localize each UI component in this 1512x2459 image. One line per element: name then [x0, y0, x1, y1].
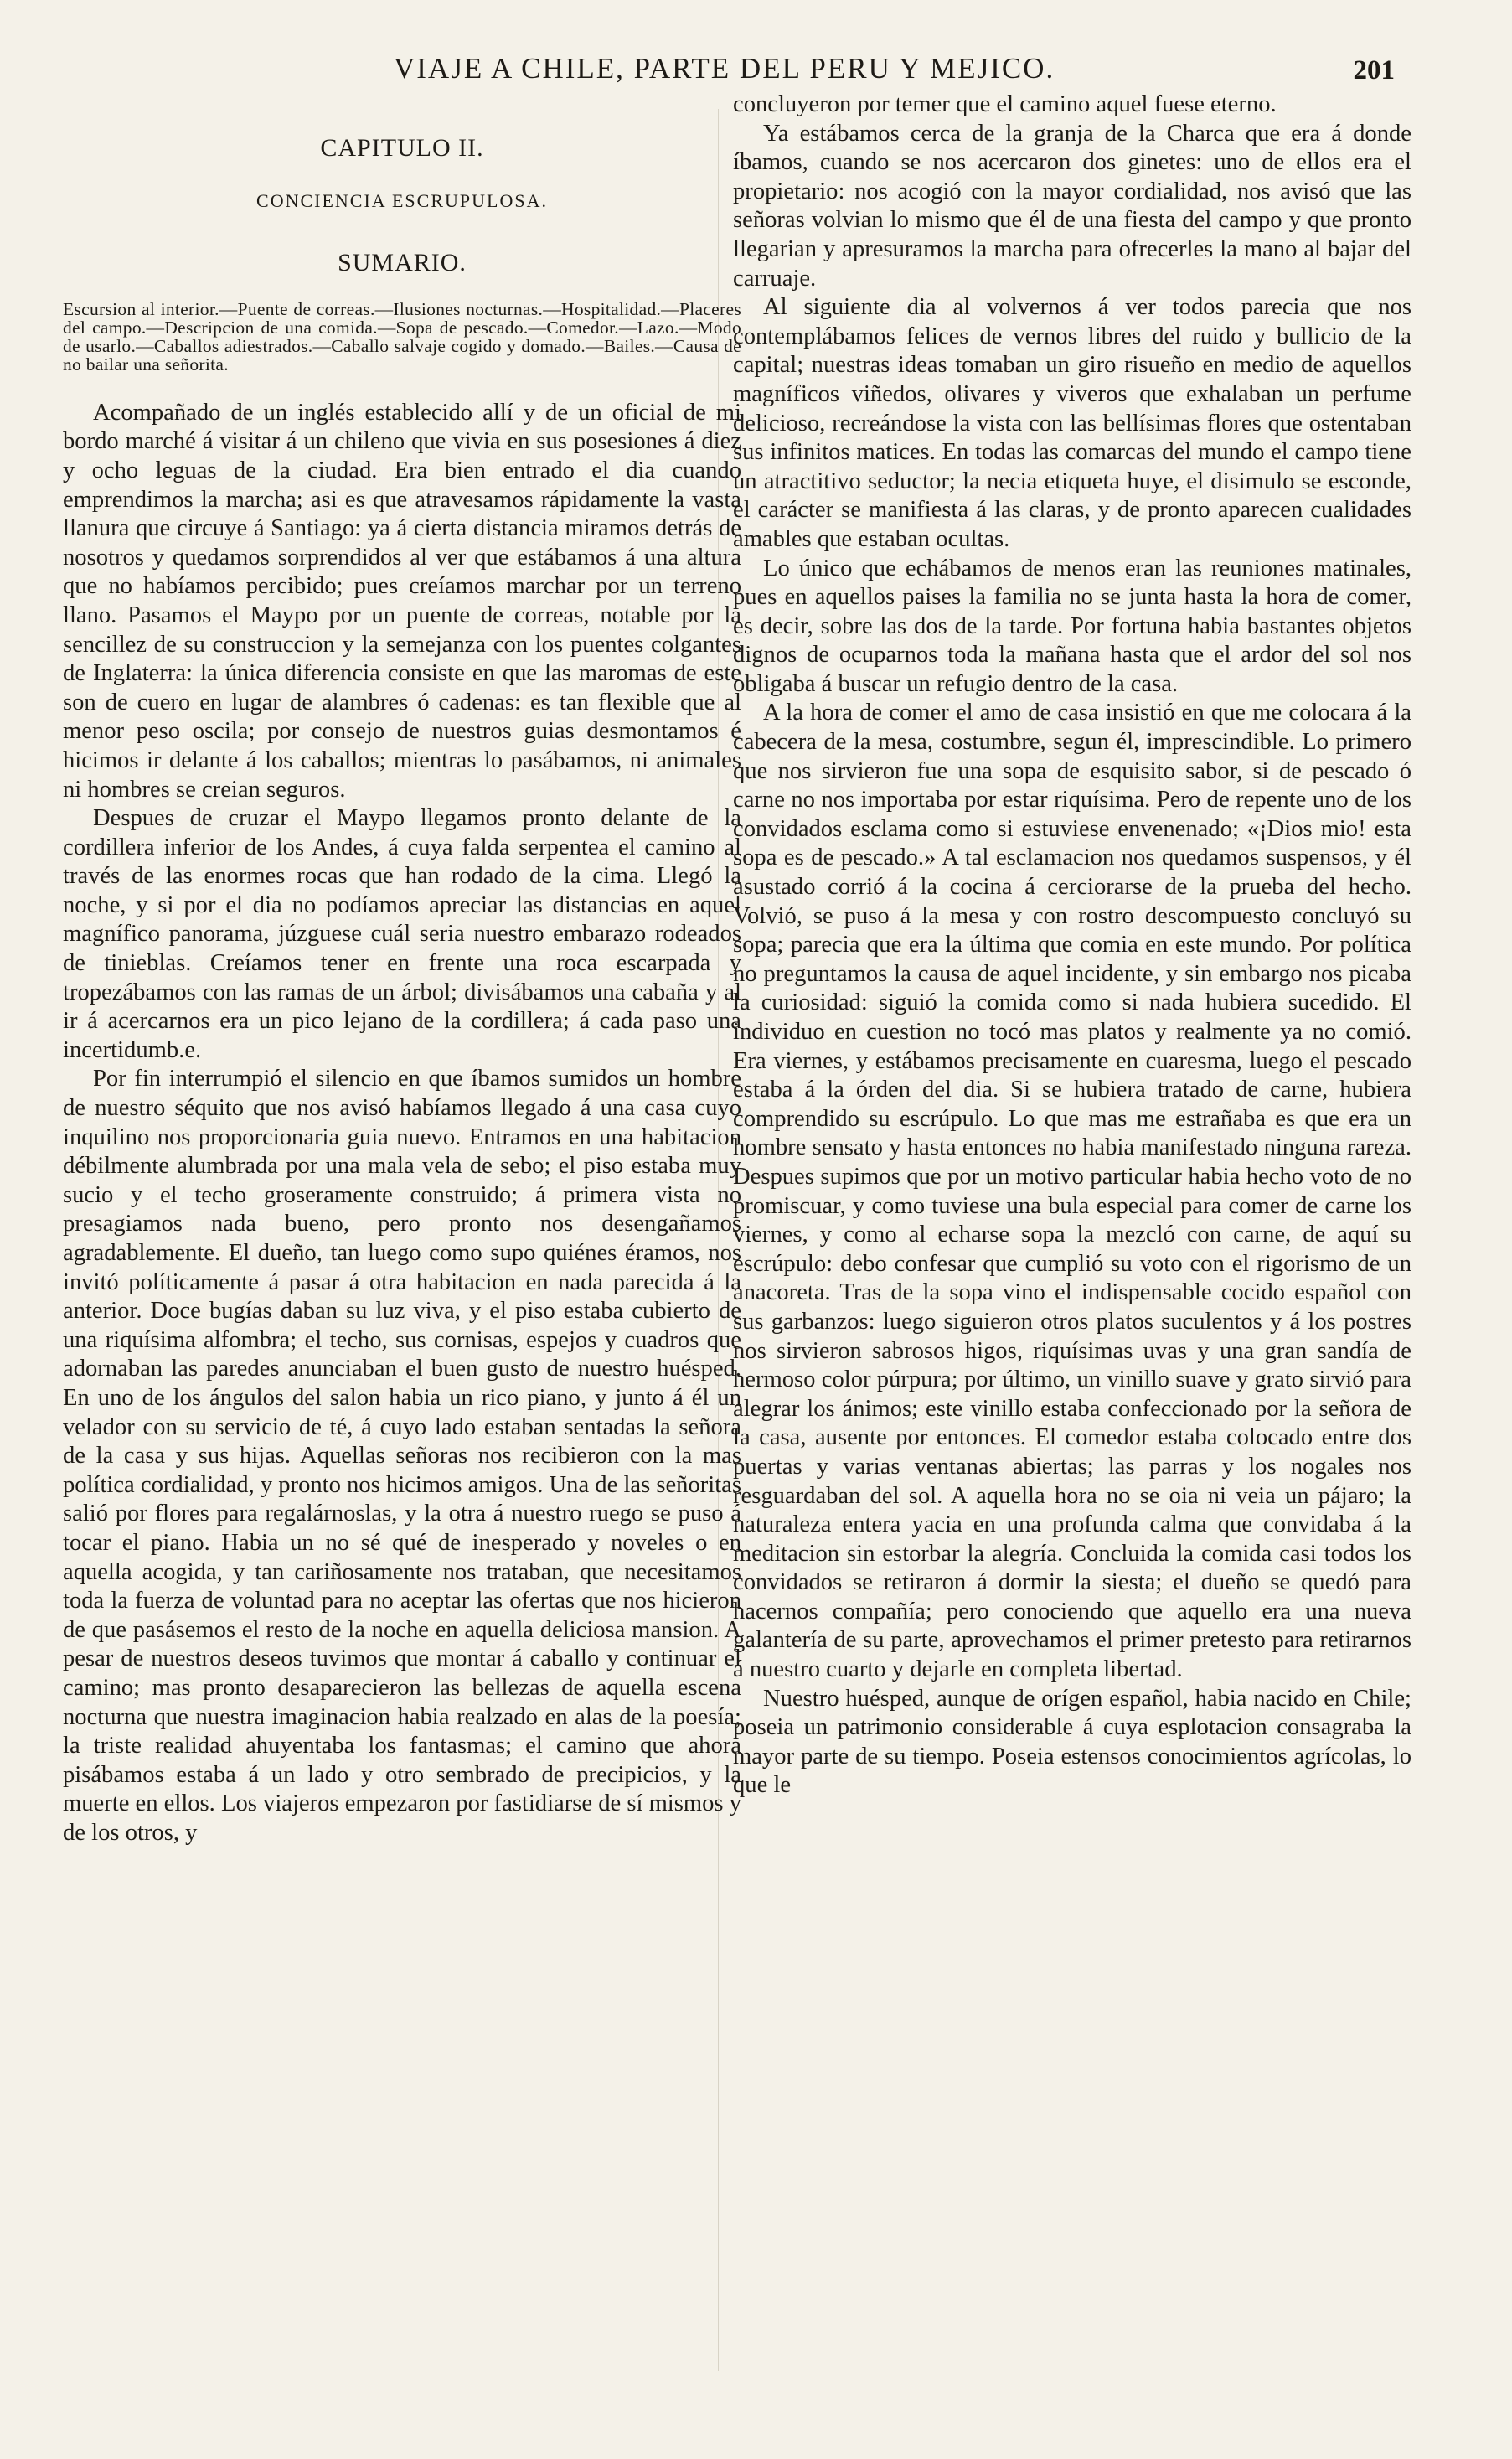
paragraph: Por fin interrumpió el silencio en que íbamos sumidos un hombre de nuestro séquito que nos avisó habíamos llegado á una casa cuyo inquilino nos proporcionaria guia nuevo. Entramos en una habitacion débilmente alumbrada por una mala vela de sebo; el piso estaba muy sucio y el techo groseramente construido; á primera vista no presagiamos nada bueno, pero pronto nos desengañamos agradablemente. El dueño, tan luego como supo quiénes éramos, nos invitó políticamente á pasar á otra habitacion en nada parecida á la anterior. Doce bugías daban su luz viva, y el piso estaba cubierto de una riquísima alfombra; el techo, sus cornisas, espejos y cuadros que adornaban las paredes anunciaban el buen gusto de nuestro huésped. En uno de los ángulos del salon habia un rico piano, y junto á él un velador con su servicio de té, á cuyo lado estaban sentadas la señora de la casa y sus hijas. Aquellas señoras nos recibieron con la mas política cordialidad, y pronto nos hicimos amigos. Una de las señoritas salió por flores para regalárnoslas, y la otra á nuestro ruego se puso á tocar el piano. Habia un no sé qué de inesperado y noveles o en aquella acogida, y tan cariñosamente nos trataban, que necesitamos toda la fuerza de voluntad para no aceptar las ofertas que nos hicieron de que pasásemos el resto de la noche en aquella deliciosa mansion. A pesar de nuestros deseos tuvimos que montar á caballo y continuar el camino; mas pronto desaparecieron las bellezas de aquella escena nocturna que nuestra imaginacion habia realzado en alas de la poesía; la triste realidad ahuyentaba los fantasmas; el camino que ahora pisábamos estaba á un lado y otro sembrado de precipicios, y la muerte en ellos. Los viajeros empezaron por fastidiarse de sí mismos y de los otros, y	[63, 1066, 741, 1846]
paragraph: Despues de cruzar el Maypo llegamos pronto delante de la cordillera inferior de los Andes, á cuya falda serpentea el camino al través de las enormes rocas que han rodado de la cima. Llegó la noche, y si por el dia no podíamos apreciar las distancias en aquel magnífico panorama, júzguese cuál seria nuestro embarazo rodeados de tinieblas. Creíamos tener en frente una roca escarpada y tropezábamos con las ramas de un árbol; divisábamos una cabaña y al ir á acercarnos era un pico lejano de la cordillera; á cada paso una incertidumb.e.	[63, 805, 741, 1063]
left-column	[63, 90, 741, 1847]
right-column	[733, 90, 1411, 1800]
summary-text: Escursion al interior.—Puente de correas.—Ilusiones nocturnas.—Hospitalidad.—Placeres del campo.—Descripcion de una comida.—Sopa de pescado.—Comedor.—Lazo.—Modo de usarlo.—Caballos adiestrados.—Caballo salvaje cogido y domado.—Bailes.—Causa de no bailar una señorita.	[63, 298, 741, 375]
paragraph: Al siguiente dia al volvernos á ver todos parecia que nos contemplábamos felices de vernos libres del ruido y bullicio de la capital; nuestras ideas tomaban un giro risueño en medio de aquellos magníficos viñedos, olivares y viveros que exhalaban un perfume delicioso, recreándose la vista con las bellísimas flores que ostentaban sus infinitos matices. En todas las comarcas del mundo el campo tiene un atractitivo seductor; la necia etiqueta huye, el disimulo se esconde, el carácter se manifiesta á las claras, y de pronto aparecen cualidades amables que estaban ocultas.	[733, 294, 1411, 552]
paragraph: Ya estábamos cerca de la granja de la Charca que era á donde íbamos, cuando se nos acercaron dos ginetes: uno de ellos era el propietario: nos acogió con la mayor cordialidad, nos avisó que las señoras volvian lo mismo que él de una fiesta del campo y que pronto llegarian y apresuramos la marcha para ofrecerles la mano al bajar del carruaje.	[733, 120, 1411, 292]
summary-heading: SUMARIO.	[338, 249, 467, 277]
paragraph: concluyeron por temer que el camino aquel fuese eterno.	[733, 91, 1277, 117]
running-title: VIAJE A CHILE, PARTE DEL PERU Y MEJICO.	[394, 52, 1055, 85]
paragraph: Acompañado de un inglés establecido allí y de un oficial de mi bordo marché á visitar á un chileno que vivia en sus posesiones á diez y ocho leguas de la ciudad. Era bien entrado el dia cuando emprendimos la marcha; asi es que atravesamos rápidamente la vasta llanura que circuye á Santiago: ya á cierta distancia miramos detrás de nosotros y quedamos sorprendidos al ver que estábamos á una altura que no habíamos percibido; pues creíamos marchar por un terreno llano. Pasamos el Maypo por un puente de correas, notable por la sencillez de su construccion y la semejanza con los puentes colgantes de Inglaterra: la única diferencia consiste en que las maromas de este son de cuero en lugar de alambres ó cadenas: es tan flexible que al menor peso oscila; por consejo de nuestros guias desmontamos é hicimos ir delante á los caballos; mientras lo pasábamos, ni animales ni hombres se creian seguros.	[63, 399, 741, 803]
page-number: 201	[1353, 55, 1395, 85]
paragraph: A la hora de comer el amo de casa insistió en que me colocara á la cabecera de la mesa, costumbre, segun él, imprescindible. Lo primero que nos sirvieron fue una sopa de esquisito sabor, si de pescado ó carne no nos importaba por estar riquísima. Pero de repente uno de los convidados esclama como si estuviese envenenado; «¡Dios mio! esta sopa es de pescado.» A tal esclamacion nos quedamos suspensos, y él asustado corrió á la cocina á cerciorarse de la prueba del hecho. Volvió, se puso á la mesa y con rostro descompuesto concluyó su sopa; parecia que era la última que comia en este mundo. Por política no preguntamos la causa de aquel incidente, y sin embargo nos picaba la curiosidad: siguió la comida como si nada hubiera sucedido. El individuo en cuestion no tocó mas platos y realmente ya no comió. Era viernes, y estábamos precisamente en cuaresma, luego el pescado estaba á la órden del dia. Si se hubiera tratado de carne, hubiera comprendido su escrúpulo. Lo que mas me estrañaba es que era un hombre sensato y hasta entonces no habia manifestado ninguna rareza. Despues supimos que por un motivo particular habia hecho voto de no promiscuar, y como tuviese una bula especial para comer de carne los viernes, y como al echarse sopa la mezcló con carne, de aquí su escrúpulo: debo confesar que cumplió su voto con el rigorismo de un anacoreta. Tras de la sopa vino el indispensable cocido español con sus garbanzos: luego siguieron otros platos suculentos y á los postres nos sirvieron sabrosos higos, riquísimas uvas y una gran sandía de hermoso color púrpura; por último, un vinillo suave y grato sirvió para alegrar los ánimos; este vinillo estaba confeccionado por la señora de la casa, ausente por entonces. El comedor estaba colocado entre dos puertas y varias ventanas abiertas; las parras y los nogales nos resguardaban del sol. A aquella hora no se oia ni veia un pájaro; la naturaleza entera yacia en una profunda calma que convidaba á la meditacion sin estorbar la alegría. Concluida la comida casi todos los convidados se retiraron á dormir la siesta; el dueño se quedó para hacernos compañía; pero conociendo que aquello era una nueva galantería de su parte, aprovechamos el primer pretesto para retirarnos á nuestro cuarto y dejarle en completa libertad.	[733, 700, 1411, 1683]
paragraph: Lo único que echábamos de menos eran las reuniones matinales, pues en aquellos paises la familia no se junta hasta la hora de comer, es decir, sobre las dos de la tarde. Por fortuna habia bastantes objetos dignos de ocuparnos toda la mañana hasta que el ardor del sol nos obligaba á buscar un refugio dentro de la casa.	[733, 555, 1411, 697]
chapter-title: CAPITULO II.	[320, 134, 484, 162]
page-header	[0, 52, 1512, 90]
paragraph: Nuestro huésped, aunque de orígen español, habia nacido en Chile; poseia un patrimonio considerable á cuya esplotacion consagraba la mayor parte de su tiempo. Poseia estensos conocimientos agrícolas, lo que le	[733, 1685, 1411, 1799]
chapter-subtitle: CONCIENCIA ESCRUPULOSA.	[256, 189, 548, 211]
